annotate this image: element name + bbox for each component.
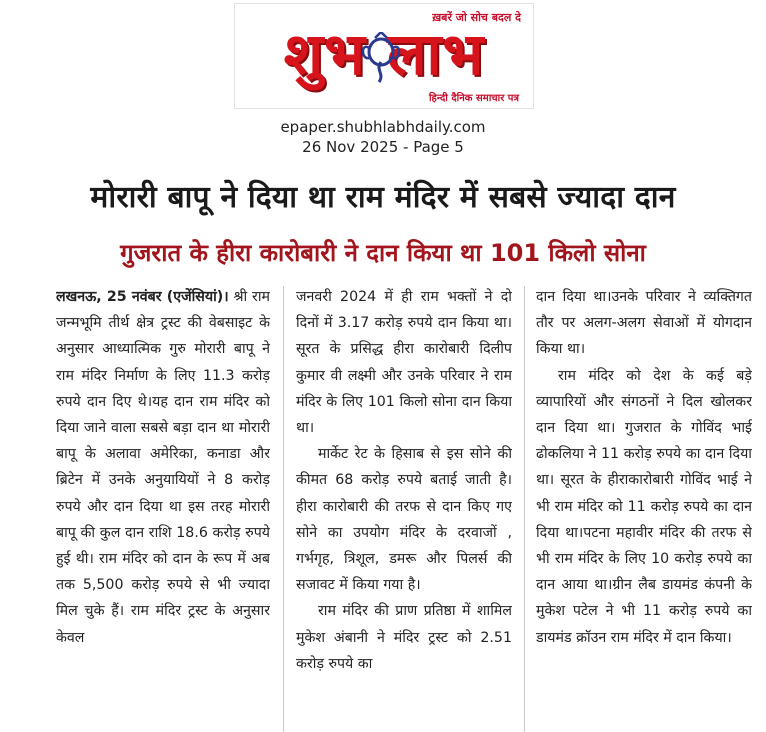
article-column-3	[536, 284, 752, 732]
dateline: लखनऊ, 25 नवंबर (एजेंसियां)।	[56, 289, 229, 305]
masthead-title: शुभ लाभ	[283, 20, 485, 88]
paragraph-text: श्री राम जन्मभूमि तीर्थ क्षेत्र ट्रस्ट की वेबसाइट के अनुसार आध्यात्मिक गुरु मोरारी बापू ने राम मंदिर निर्माण के लिए 11.3 करोड़ रुपये दान दिए थे।यह दान राम मंदिर को दिया जाने वाला सबसे बड़ा दान था मोरारी बापू के अलावा अमेरिका, कनाडा और ब्रिटेन में उनके अनुयायियों ने 8 करोड़ रुपये और दान दिया था इस तरह मोरारी बापू की कुल दान राशि 18.6 करोड़ रुपये हुई थी। राम मंदिर को दान के रूप में अब तक 5,500 करोड़ रुपये से भी ज्यादा मिल चुके हैं। राम मंदिर ट्रस्ट के अनुसार केवल	[56, 289, 270, 646]
article-headline: मोरारी बापू ने दिया था राम मंदिर में सबसे ज्यादा दान	[90, 180, 676, 215]
paragraph: मार्केट रेट के हिसाब से इस सोने की कीमत 68 करोड़ रुपये बताई जाती है। हीरा कारोबारी की तरफ से दान किए गए सोने का उपयोग मंदिर के दरवाजों , गर्भगृह, त्रिशूल, डमरू और पिलर्स की सजावट में किया गया है।	[296, 446, 512, 594]
article-subheadline: गुजरात के हीरा कारोबारी ने दान किया था 101 किलो सोना	[120, 239, 646, 267]
paragraph	[56, 284, 270, 651]
ganesh-icon	[359, 32, 403, 84]
masthead-tagline: ख़बरें जो सोच बदल दे	[432, 11, 521, 24]
paragraph: राम मंदिर की प्राण प्रतिष्ठा में शामिल मुकेश अंबानी ने मंदिर ट्रस्ट को 2.51 करोड़ रुपये का	[296, 603, 512, 672]
column-divider	[283, 286, 284, 732]
masthead-subtitle: हिन्दी दैनिक समाचार पत्र	[428, 93, 519, 104]
epaper-url: epaper.shubhlabhdaily.com	[280, 118, 486, 136]
paragraph: दान दिया था।उनके परिवार ने व्यक्तिगत तौर पर अलग-अलग सेवाओं में योगदान किया था।	[536, 289, 752, 358]
article-column-2	[296, 284, 512, 732]
column-divider	[524, 286, 525, 732]
article-column-1	[56, 284, 270, 732]
paragraph: जनवरी 2024 में ही राम भक्तों ने दो दिनों में 3.17 करोड़ रुपये दान किया था।सूरत के प्रसिद्ध हीरा कारोबारी दिलीप कुमार वी लक्ष्मी और उनके परिवार ने राम मंदिर के लिए 101 किलो सोना दान किया था।	[296, 289, 512, 437]
edition-date: 26 Nov 2025 - Page 5	[302, 138, 464, 156]
masthead-logo	[234, 3, 534, 109]
paragraph: राम मंदिर को देश के कई बड़े व्यापारियों और संगठनों ने दिल खोलकर दान दिया था। गुजरात के गोविंद भाई ढोकलिया ने 11 करोड़ रुपये का दान दिया था। सूरत के हीराकारोबारी गोविंद भाई ने भी राम मंदिर को 11 करोड़ रुपये का दान दिया था।पटना महावीर मंदिर की तरफ से भी राम मंदिर के लिए 10 करोड़ रुपये का दान आया था।ग्रीन लैब डायमंड कंपनी के मुकेश पटेल ने भी 11 करोड़ रुपये का डायमंड क्रॉउन राम मंदिर में दान किया।	[536, 367, 752, 646]
